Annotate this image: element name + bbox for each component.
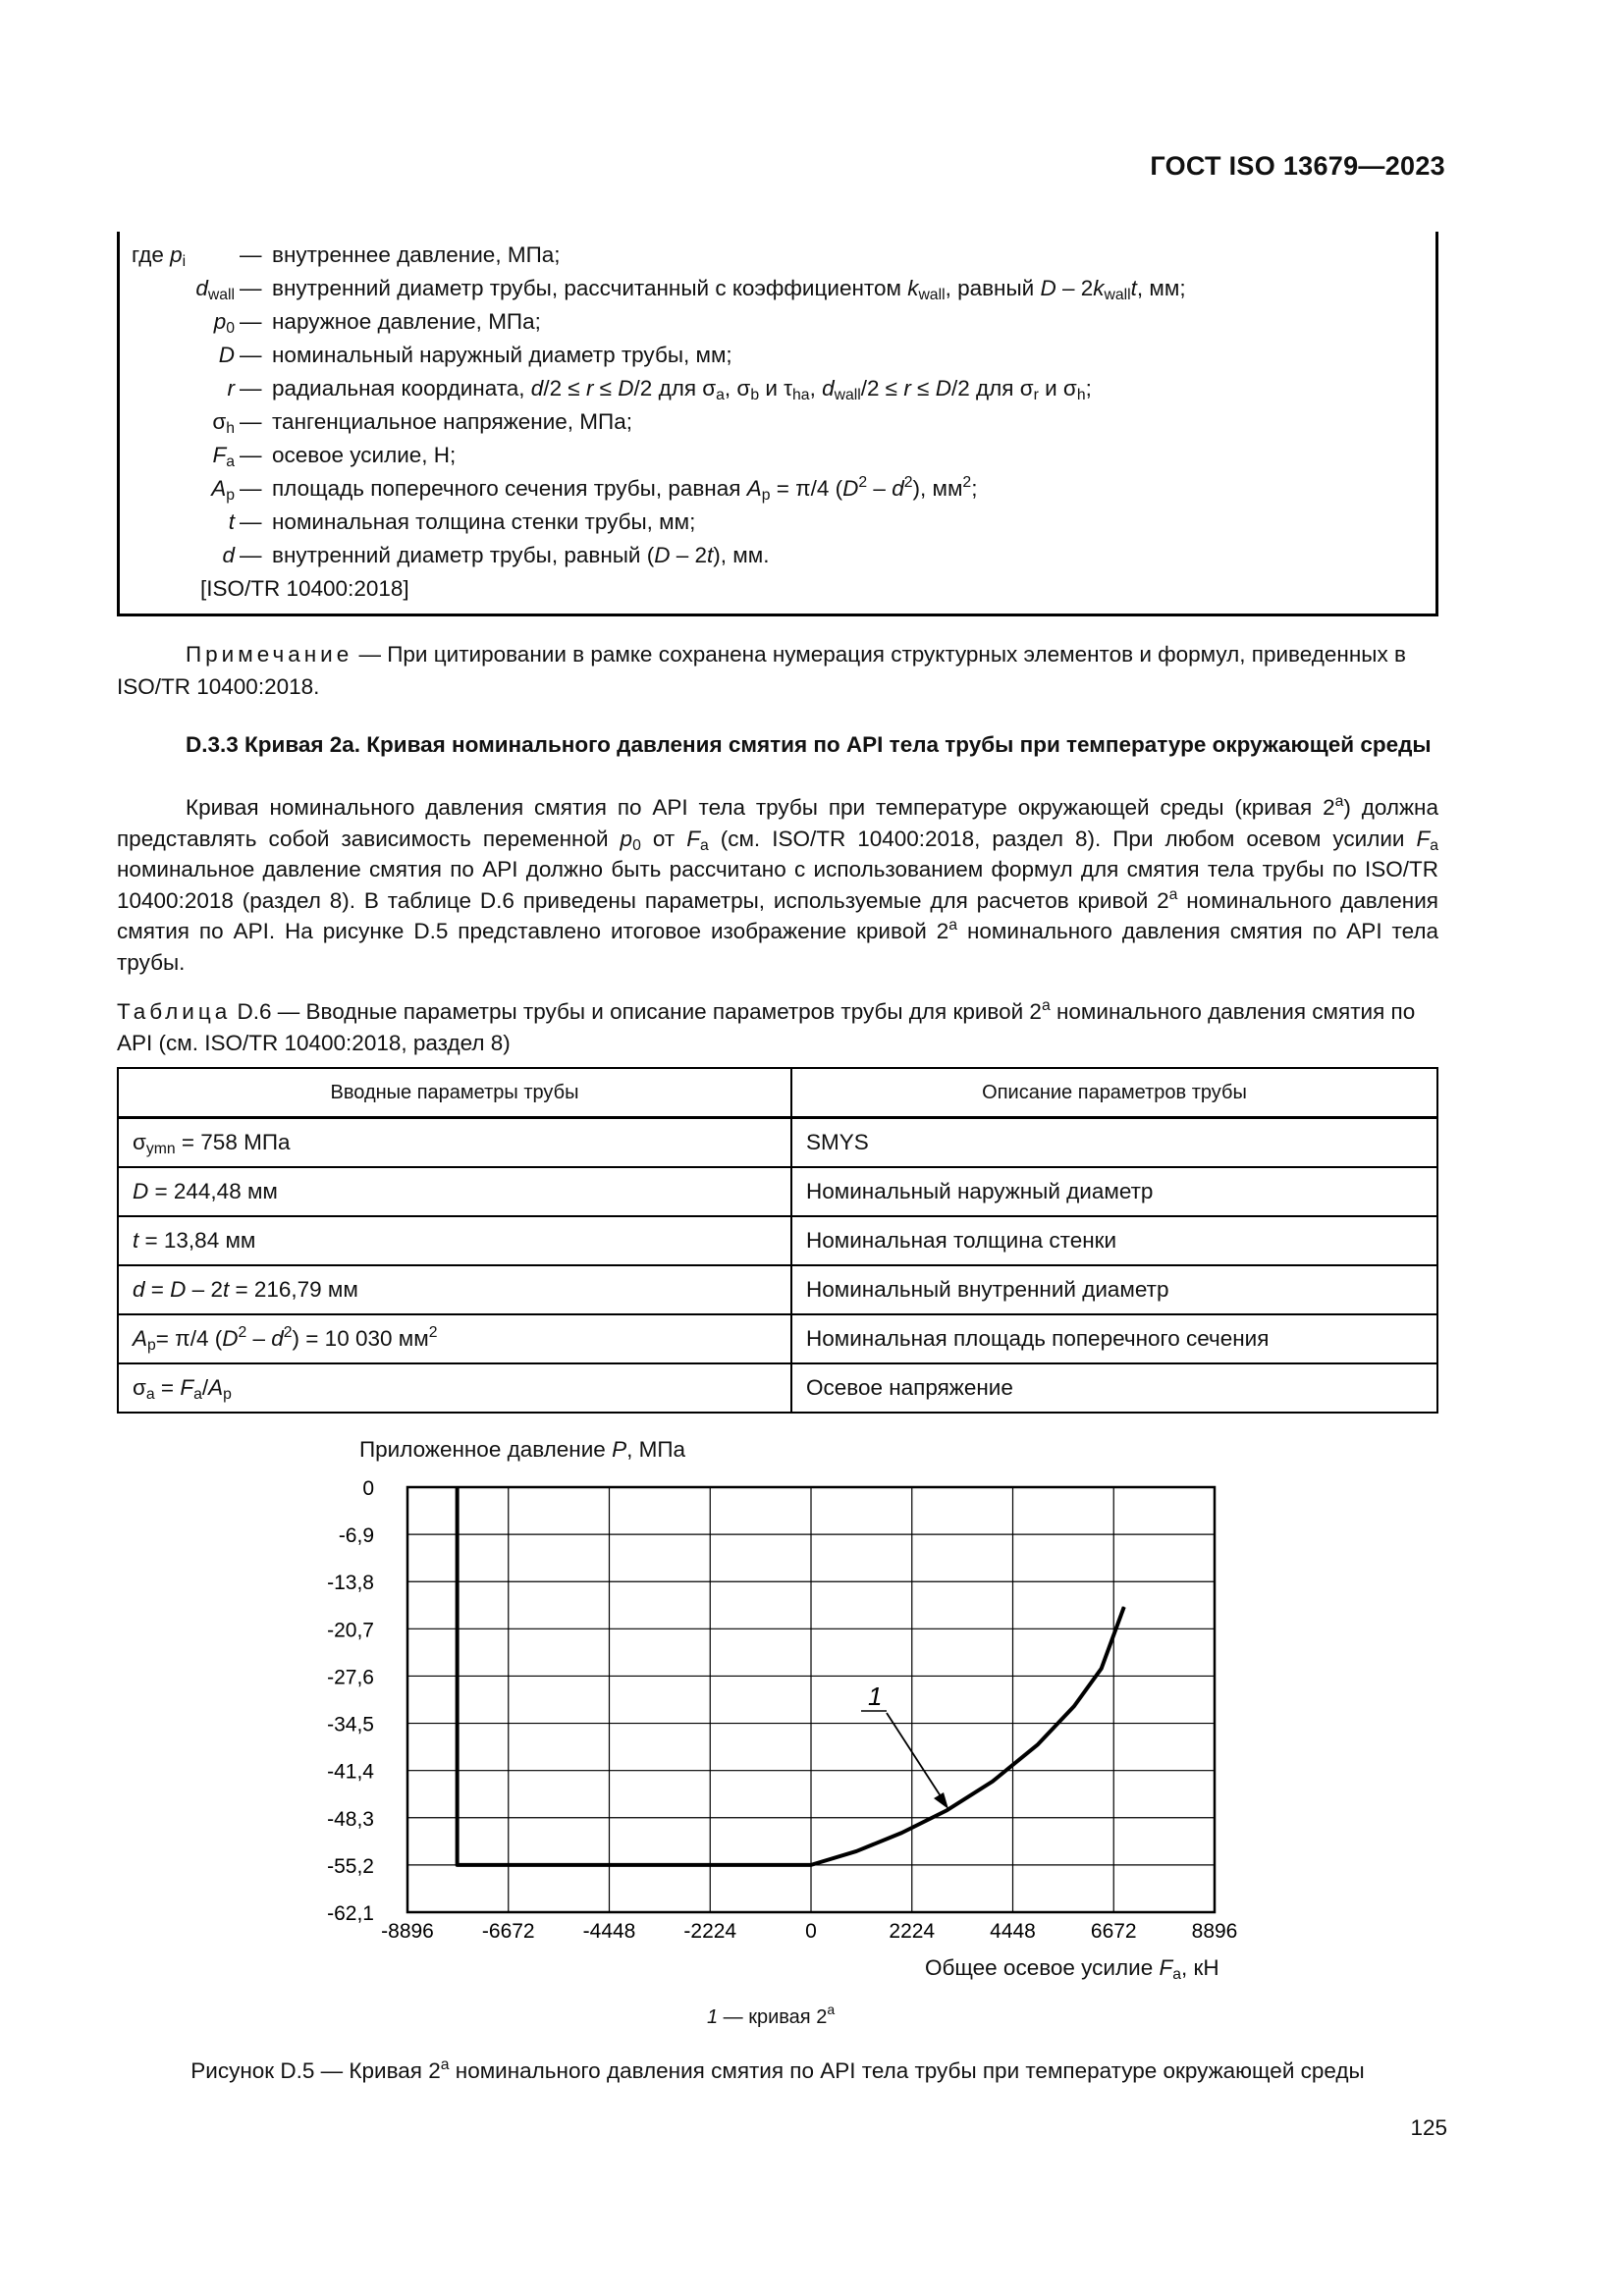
desc-cell: Номинальная площадь поперечного сечения: [791, 1314, 1437, 1363]
note-text: — При цитировании в рамке сохранена нумерация структурных элементов и формул, приведенных в ISO/TR 10400:2018.: [117, 642, 1406, 699]
annotation-leader: [887, 1713, 943, 1799]
definition-symbol: где $p_i$: [132, 242, 187, 270]
note-label: Примечание: [186, 642, 353, 667]
data-point: [811, 1864, 812, 1865]
y-tick-label: -27,6: [327, 1666, 374, 1689]
data-point: [457, 1864, 458, 1865]
desc-cell: SMYS: [791, 1118, 1437, 1168]
y-tick-label: -55,2: [327, 1854, 374, 1878]
definition-text: внутренний диаметр трубы, равный (D – 2t), мм.: [272, 543, 770, 567]
data-point: [901, 1833, 902, 1834]
param-cell: t = 13,84 мм: [118, 1216, 791, 1265]
curve-annotation-label: 1: [868, 1682, 883, 1711]
definition-text: тангенциальное напряжение, МПа;: [272, 409, 632, 434]
data-point: [992, 1781, 993, 1782]
definition-symbol: t: [228, 509, 235, 534]
y-tick-label: -13,8: [327, 1572, 374, 1595]
y-tick-label: -41,4: [327, 1760, 374, 1784]
x-tick-label: 8896: [1191, 1920, 1238, 1943]
definition-item: $F_a$ — осевое усилие, Н;: [117, 439, 1393, 472]
table-header: Описание параметров трубы: [791, 1068, 1437, 1118]
page-number: 125: [1410, 2115, 1447, 2140]
definition-text: номинальная толщина стенки трубы, мм;: [272, 509, 696, 534]
definition-text: осевое усилие, Н;: [272, 443, 457, 467]
param-cell: $A_p= \pi/4$ $(D^2 - d^2) = 10$ 030 $мм^2$: [118, 1314, 791, 1363]
data-point: [856, 1850, 857, 1851]
section-heading: D.3.3 Кривая 2а. Кривая номинального давления смятия по API тела трубы при температуре окружающей среды: [186, 732, 1432, 757]
data-point: [1101, 1668, 1102, 1669]
standard-header: ГОСТ ISO 13679—2023: [1150, 151, 1445, 181]
param-cell: $\sigma_{ymn} = 758$ МПа: [118, 1118, 791, 1168]
definition-symbol: $\sigma_h$: [212, 409, 235, 437]
y-tick-label: -20,7: [327, 1619, 374, 1642]
param-cell: D = 244,48 мм: [118, 1167, 791, 1216]
definition-text: номинальный наружный диаметр трубы, мм;: [272, 343, 732, 367]
x-tick-label: -2224: [683, 1920, 737, 1943]
annotation-arrowhead: [934, 1792, 948, 1809]
x-tick-label: 4448: [990, 1920, 1036, 1943]
data-point: [1038, 1744, 1039, 1745]
definition-symbol: $p_0$: [213, 309, 235, 337]
data-point: [1073, 1706, 1074, 1707]
y-tick-label: -62,1: [327, 1902, 374, 1925]
definition-item: $p_0$ — наружное давление, МПа;: [117, 305, 1393, 339]
definition-text: наружное давление, МПа;: [272, 309, 541, 334]
table-header: Вводные параметры трубы: [118, 1068, 791, 1118]
x-tick-label: -6672: [481, 1920, 535, 1943]
y-tick-label: 0: [362, 1477, 374, 1500]
definition-item: t — номинальная толщина стенки трубы, мм;: [117, 506, 1393, 539]
definition-text: внутренний диаметр трубы, рассчитанный с коэффициентом $k_{wall}$, равный D – $2k_{wall}t$, мм;: [272, 276, 1186, 303]
param-cell: $\sigma_a = F_a/A_p$: [118, 1363, 791, 1413]
data-point: [1123, 1607, 1124, 1608]
x-tick-label: 6672: [1090, 1920, 1137, 1943]
desc-cell: Номинальная толщина стенки: [791, 1216, 1437, 1265]
definition-symbol: d: [222, 543, 235, 567]
definition-item: $A_p$ — площадь поперечного сечения трубы, равная $A_p = \pi/4$ $(D^2 - d^2)$, $мм^2$;: [117, 472, 1393, 506]
definition-item: r — радиальная координата, d/2 ≤ r ≤ D/2 для $\sigma_a$, $\sigma_b$ и $\tau_{ha}$, $d_{wall}/2 \le r \le D/2$ для $\sigma_r$ и $\sigma_h$;: [117, 372, 1393, 405]
reference: [ISO/TR 10400:2018]: [200, 576, 409, 601]
definition-text: радиальная координата, d/2 ≤ r ≤ D/2 для $\sigma_a$, $\sigma_b$ и $\tau_{ha}$, $d_{wall}/2 \le r \le D/2$ для $\sigma_r$ и $\sigma_h$;: [272, 376, 1092, 403]
y-axis-title: Приложенное давление P, МПа: [359, 1437, 686, 1462]
param-cell: d = D – 2t = 216,79 мм: [118, 1265, 791, 1314]
figure-caption: Рисунок D.5 — Кривая $2^а$ номинального давления смятия по API тела трубы при температуре окружающей среды: [190, 2056, 1365, 2083]
data-point: [457, 1487, 458, 1488]
definition-item: d — внутренний диаметр трубы, равный (D – 2t), мм.: [117, 539, 1393, 572]
x-axis-title: Общее осевое усилие $F_a$, кН: [925, 1955, 1219, 1983]
y-tick-label: -6,9: [338, 1524, 374, 1548]
definition-item: D — номинальный наружный диаметр трубы, мм;: [117, 339, 1393, 372]
desc-cell: Номинальный внутренний диаметр: [791, 1265, 1437, 1314]
definition-symbol: $d_{wall}$: [195, 276, 235, 303]
table-caption: Таблица D.6 — Вводные параметры трубы и описание параметров трубы для кривой $2^а$ номинального давления смятия по API (см. ISO/TR 10400:2018, раздел 8): [117, 997, 1416, 1055]
definition-symbol: r: [227, 376, 235, 400]
desc-cell: Осевое напряжение: [791, 1363, 1437, 1413]
x-tick-label: 2224: [889, 1920, 936, 1943]
section-paragraph: Кривая номинального давления смятия по API тела трубы при температуре окружающей среды (кривая $2^а$) должна представлять собой зависимость переменной $p_0$ от $F_a$ (см. ISO/TR 10400:2018, раздел 8). При любом осевом усилии $F_a$ номинальное давление смятия по API должно быть рассчитано с использованием формул для смятия тела трубы по ISO/TR 10400:2018 (раздел 8). В таблице D.6 приведены параметры, используемые для расчетов кривой $2^а$ номинального давления смятия по API. На рисунке D.5 представлено итоговое изображение кривой $2^а$ номинального давления смятия по API тела трубы.: [117, 793, 1438, 975]
y-tick-label: -48,3: [327, 1807, 374, 1831]
definition-symbol: $F_a$: [212, 443, 235, 470]
definition-item: $\sigma_h$ — тангенциальное напряжение, МПа;: [117, 405, 1393, 439]
x-tick-label: 0: [805, 1920, 817, 1943]
definition-item: $d_{wall}$ — внутренний диаметр трубы, рассчитанный с коэффициентом $k_{wall}$, равный D – $2k_{wall}t$, мм;: [117, 272, 1393, 305]
y-tick-label: -34,5: [327, 1713, 374, 1736]
table-caption-label: Таблица: [117, 999, 232, 1024]
definition-text: площадь поперечного сечения трубы, равная $A_p = \pi/4$ $(D^2 - d^2)$, $мм^2$;: [272, 474, 978, 504]
desc-cell: Номинальный наружный диаметр: [791, 1167, 1437, 1216]
definition-text: внутреннее давление, МПа;: [272, 242, 561, 267]
figure-legend: 1 — кривая $2^а$: [707, 2002, 836, 2028]
definition-item: где $p_i$ — внутреннее давление, МПа;: [117, 239, 1393, 272]
definition-symbol: $A_p$: [211, 476, 235, 504]
definition-symbol: D: [218, 343, 235, 367]
x-tick-label: -8896: [381, 1920, 434, 1943]
x-tick-label: -4448: [582, 1920, 636, 1943]
